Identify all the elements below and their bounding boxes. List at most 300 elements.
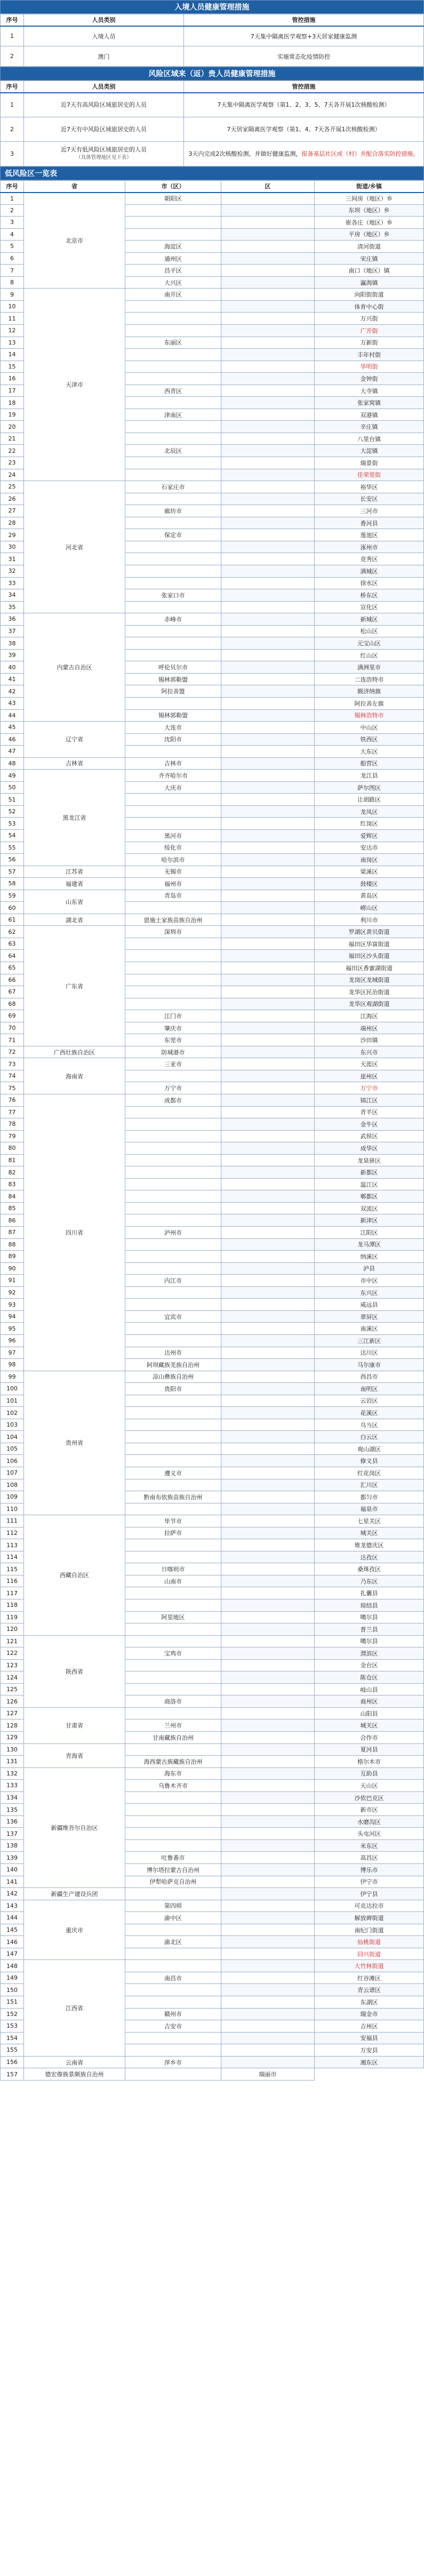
district-cell xyxy=(221,252,315,265)
low-section-title: 低风险区一览表 xyxy=(0,166,424,180)
row-no: 27 xyxy=(1,505,24,517)
row-no: 144 xyxy=(1,1912,24,1924)
street-cell: 云岩区 xyxy=(315,1395,424,1407)
street-cell: 萨尔图区 xyxy=(315,781,424,794)
row-no: 36 xyxy=(1,613,24,626)
street-cell: 元宝山区 xyxy=(315,637,424,650)
street-cell: 乌当区 xyxy=(315,1419,424,1431)
district-cell xyxy=(221,1359,315,1371)
city-cell xyxy=(125,1743,221,1756)
city-cell: 朝阳区 xyxy=(125,193,221,205)
table-row xyxy=(1,722,424,734)
city-cell xyxy=(125,553,221,565)
street-cell: 桑珠孜区 xyxy=(315,1563,424,1575)
province-cell: 重庆市 xyxy=(24,1900,125,1960)
street-cell: 渭滨区 xyxy=(315,1647,424,1660)
row-no: 40 xyxy=(1,661,24,674)
city-cell xyxy=(125,493,221,505)
row-no: 133 xyxy=(1,1780,24,1792)
district-cell xyxy=(221,1539,315,1551)
table-row xyxy=(1,193,424,205)
row-no: 14 xyxy=(1,349,24,361)
city-cell xyxy=(125,1635,221,1647)
district-cell xyxy=(125,2068,221,2081)
city-cell: 兰州市 xyxy=(125,1719,221,1732)
district-cell xyxy=(221,1732,315,1744)
street-cell: 福田区沙头街道 xyxy=(315,950,424,962)
row-no: 26 xyxy=(1,493,24,505)
city-cell xyxy=(125,697,221,709)
city-cell: 海西蒙古族藏族自治州 xyxy=(125,1756,221,1768)
street-cell: 普兰县 xyxy=(315,1623,424,1636)
row-no: 60 xyxy=(1,902,24,914)
district-cell xyxy=(221,1106,315,1118)
city-cell xyxy=(125,1479,221,1491)
city-cell xyxy=(125,2032,221,2044)
district-cell xyxy=(221,649,315,661)
header-no: 序号 xyxy=(1,14,24,26)
street-cell: 格尔木市 xyxy=(315,1756,424,1768)
city-cell: 成都市 xyxy=(125,1094,221,1107)
street-cell: 宣化区 xyxy=(315,601,424,613)
district-cell xyxy=(221,300,315,313)
city-cell xyxy=(125,397,221,409)
street-cell: 安福县 xyxy=(315,2032,424,2044)
district-cell xyxy=(221,1010,315,1022)
table-row xyxy=(1,117,424,142)
row-no: 101 xyxy=(1,1395,24,1407)
table-row xyxy=(1,26,424,46)
city-cell xyxy=(125,1154,221,1166)
district-cell xyxy=(221,1815,315,1828)
row-measure xyxy=(184,142,424,166)
row-no: 84 xyxy=(1,1190,24,1203)
city-cell: 海淀区 xyxy=(125,241,221,253)
row-no: 112 xyxy=(1,1527,24,1539)
row-no: 125 xyxy=(1,1683,24,1695)
row-no: 35 xyxy=(1,601,24,613)
street-cell: 福田区香蜜湖街道 xyxy=(315,962,424,974)
district-cell xyxy=(221,1286,315,1299)
district-cell xyxy=(221,1515,315,1527)
city-cell: 商洛市 xyxy=(125,1695,221,1708)
row-no: 50 xyxy=(1,781,24,794)
low-risk-table xyxy=(0,180,424,2081)
risk-section-title: 风险区域来（返）贵人员健康管理措施 xyxy=(0,67,424,81)
street-cell: 双港镇 xyxy=(315,409,424,421)
district-cell xyxy=(221,1323,315,1335)
city-cell: 黔南布依族苗族自治州 xyxy=(125,1491,221,1503)
row-no: 66 xyxy=(1,974,24,986)
table-row xyxy=(1,289,424,301)
row-no: 1 xyxy=(1,93,24,117)
table-row xyxy=(1,2068,424,2081)
low-header-row xyxy=(1,181,424,193)
province-cell: 贵州省 xyxy=(24,1371,125,1515)
city-cell: 德宏傣族景颇族自治州 xyxy=(24,2068,125,2081)
district-cell xyxy=(221,1671,315,1684)
district-cell xyxy=(221,1719,315,1732)
street-cell: 郫都区 xyxy=(315,1190,424,1203)
district-cell xyxy=(221,1864,315,1876)
street-cell: 龙华区民治街道 xyxy=(315,986,424,998)
row-no: 149 xyxy=(1,1972,24,1984)
city-cell xyxy=(125,1262,221,1275)
street-cell: 仙桃街道 xyxy=(315,1936,424,1948)
row-no: 99 xyxy=(1,1371,24,1383)
street-cell: 江海区 xyxy=(315,1010,424,1022)
district-cell xyxy=(221,565,315,577)
row-no: 9 xyxy=(1,289,24,301)
district-cell xyxy=(221,842,315,854)
district-cell xyxy=(221,1804,315,1816)
row-no: 17 xyxy=(1,385,24,397)
street-cell: 黄岛区 xyxy=(315,890,424,902)
city-cell xyxy=(125,1299,221,1311)
street-cell: 龙岗区龙城街道 xyxy=(315,974,424,986)
city-cell xyxy=(125,746,221,758)
district-cell xyxy=(221,589,315,602)
city-cell xyxy=(125,1960,221,1972)
province-cell: 辽宁省 xyxy=(24,722,125,758)
city-cell: 石家庄市 xyxy=(125,481,221,493)
row-no: 56 xyxy=(1,854,24,866)
row-no: 111 xyxy=(1,1515,24,1527)
street-cell: 米东区 xyxy=(315,1839,424,1852)
street-cell: 吉州区 xyxy=(315,2020,424,2033)
street-cell: 互助县 xyxy=(315,1767,424,1780)
street-cell: 沙田镇 xyxy=(315,1034,424,1046)
city-cell: 恩施土家族苗族自治州 xyxy=(125,914,221,926)
street-cell: 瀛海镇 xyxy=(315,276,424,289)
street-cell: 花溪区 xyxy=(315,1407,424,1419)
row-no: 88 xyxy=(1,1238,24,1251)
province-cell: 内蒙古自治区 xyxy=(24,613,125,722)
district-cell xyxy=(221,1190,315,1203)
row-no: 92 xyxy=(1,1286,24,1299)
city-cell xyxy=(125,625,221,637)
city-cell xyxy=(125,2044,221,2057)
row-no: 121 xyxy=(1,1635,24,1647)
street-cell: 瑞金市 xyxy=(315,2008,424,2020)
street-cell: 成华区 xyxy=(315,1142,424,1155)
street-cell: 武侯区 xyxy=(315,1130,424,1142)
row-no: 103 xyxy=(1,1419,24,1431)
row-no: 134 xyxy=(1,1791,24,1804)
city-cell xyxy=(125,998,221,1010)
district-cell xyxy=(221,1082,315,1094)
row-no: 122 xyxy=(1,1647,24,1660)
street-cell: 红山区 xyxy=(315,649,424,661)
district-cell xyxy=(221,409,315,421)
province-cell: 河北省 xyxy=(24,481,125,613)
district-cell xyxy=(221,1647,315,1660)
row-no: 18 xyxy=(1,397,24,409)
city-cell xyxy=(125,1395,221,1407)
row-no: 91 xyxy=(1,1275,24,1287)
street-cell: 汇川区 xyxy=(315,1479,424,1491)
district-cell xyxy=(221,998,315,1010)
street-cell: 体育中心街 xyxy=(315,300,424,313)
city-cell xyxy=(125,1503,221,1515)
city-cell xyxy=(125,1804,221,1816)
row-no: 55 xyxy=(1,842,24,854)
row-no: 119 xyxy=(1,1611,24,1623)
district-cell xyxy=(221,1022,315,1034)
street-cell: 白云区 xyxy=(315,1431,424,1443)
street-cell: 铁西区 xyxy=(315,733,424,746)
row-no: 85 xyxy=(1,1202,24,1214)
row-no: 151 xyxy=(1,1996,24,2009)
city-cell xyxy=(125,1334,221,1347)
district-cell xyxy=(221,757,315,770)
street-cell: 山阳县 xyxy=(315,1707,424,1719)
row-measure-warn: 报备基层社区或（村）并配合落实防控措施。 xyxy=(301,150,419,157)
row-no: 6 xyxy=(1,252,24,265)
street-cell: 阿拉善左旗 xyxy=(315,697,424,709)
city-cell: 南开区 xyxy=(125,289,221,301)
city-cell xyxy=(125,1599,221,1611)
row-no: 155 xyxy=(1,2044,24,2057)
city-cell xyxy=(125,1659,221,1671)
district-cell xyxy=(221,2056,315,2068)
row-no: 124 xyxy=(1,1671,24,1684)
row-category: 入境人员 xyxy=(24,26,184,46)
city-cell: 阿里地区 xyxy=(125,1611,221,1623)
district-cell xyxy=(221,1972,315,1984)
street-cell: 瑞景街 xyxy=(315,457,424,469)
street-cell: 龙马潭区 xyxy=(315,1238,424,1251)
street-cell: 青羊区 xyxy=(315,1106,424,1118)
street-cell: 修文县 xyxy=(315,1455,424,1467)
district-cell xyxy=(221,1227,315,1239)
entry-table xyxy=(0,14,424,67)
row-no: 23 xyxy=(1,457,24,469)
district-cell xyxy=(221,805,315,818)
row-no: 82 xyxy=(1,1166,24,1179)
row-no: 108 xyxy=(1,1479,24,1491)
city-cell: 津南区 xyxy=(125,409,221,421)
city-cell: 南昌市 xyxy=(125,1972,221,1984)
district-cell xyxy=(221,1419,315,1431)
district-cell xyxy=(221,1695,315,1708)
street-cell: 南纪门街道 xyxy=(315,1924,424,1936)
city-cell xyxy=(125,986,221,998)
city-cell: 乌鲁木齐市 xyxy=(125,1780,221,1792)
row-no: 63 xyxy=(1,938,24,950)
district-cell xyxy=(221,1094,315,1107)
street-cell: 鼓楼区 xyxy=(315,878,424,890)
street-cell: 平房（地区）乡 xyxy=(315,228,424,241)
city-cell: 贵阳市 xyxy=(125,1383,221,1395)
city-cell xyxy=(125,1455,221,1467)
city-cell xyxy=(125,1539,221,1551)
district-cell xyxy=(221,1262,315,1275)
street-cell: 爱辉区 xyxy=(315,829,424,842)
city-cell: 肇庆市 xyxy=(125,1022,221,1034)
district-cell xyxy=(221,2032,315,2044)
street-cell: 达川区 xyxy=(315,1347,424,1359)
district-cell xyxy=(221,1551,315,1563)
city-cell: 江门市 xyxy=(125,1010,221,1022)
row-no: 29 xyxy=(1,529,24,541)
row-no: 8 xyxy=(1,276,24,289)
row-no: 30 xyxy=(1,541,24,553)
row-no: 19 xyxy=(1,409,24,421)
district-cell xyxy=(221,1852,315,1864)
city-cell xyxy=(125,962,221,974)
row-no: 61 xyxy=(1,914,24,926)
street-cell: 金台区 xyxy=(315,1659,424,1671)
row-no: 90 xyxy=(1,1262,24,1275)
district-cell xyxy=(221,926,315,938)
risk-header-row xyxy=(1,81,424,93)
table-row xyxy=(1,1046,424,1058)
row-no: 51 xyxy=(1,794,24,806)
street-cell: 东湖区 xyxy=(315,1996,424,2009)
header-measure: 管控措施 xyxy=(184,81,424,93)
district-cell xyxy=(221,1912,315,1924)
district-cell xyxy=(221,974,315,986)
street-cell: 湘东区 xyxy=(315,2056,424,2068)
street-cell: 满城区 xyxy=(315,565,424,577)
province-cell: 福建省 xyxy=(24,878,125,890)
street-cell: 广开街 xyxy=(315,325,424,337)
city-cell xyxy=(125,1178,221,1190)
district-cell xyxy=(221,457,315,469)
province-cell: 北京市 xyxy=(24,193,125,289)
district-cell xyxy=(221,433,315,445)
street-cell: 威远县 xyxy=(315,1299,424,1311)
district-cell xyxy=(221,493,315,505)
province-cell: 山东省 xyxy=(24,890,125,914)
province-cell: 江西省 xyxy=(24,1960,125,2056)
city-cell xyxy=(125,565,221,577)
district-cell xyxy=(221,1683,315,1695)
city-cell: 阿坝藏族羌族自治州 xyxy=(125,1359,221,1371)
district-cell xyxy=(221,1575,315,1587)
city-cell xyxy=(125,1286,221,1299)
district-cell xyxy=(221,1214,315,1227)
district-cell xyxy=(221,337,315,349)
row-no: 1 xyxy=(1,193,24,205)
city-cell: 博尔塔拉蒙古自治州 xyxy=(125,1864,221,1876)
street-cell: 罗湖区黄贝街道 xyxy=(315,926,424,938)
row-no: 65 xyxy=(1,962,24,974)
city-cell: 山南市 xyxy=(125,1575,221,1587)
street-cell: 万宁市 xyxy=(315,1082,424,1094)
street-cell: 天涯区 xyxy=(315,1058,424,1070)
row-no: 116 xyxy=(1,1575,24,1587)
city-cell xyxy=(125,1587,221,1599)
row-no: 94 xyxy=(1,1310,24,1323)
row-no: 95 xyxy=(1,1323,24,1335)
street-cell: 大竹林街道 xyxy=(315,1960,424,1972)
risk-table xyxy=(0,81,424,166)
city-cell xyxy=(125,457,221,469)
row-no: 2 xyxy=(1,46,24,67)
district-cell xyxy=(221,1431,315,1443)
city-cell xyxy=(125,361,221,373)
district-cell xyxy=(221,325,315,337)
row-no: 135 xyxy=(1,1804,24,1816)
row-no: 86 xyxy=(1,1214,24,1227)
table-row xyxy=(1,1094,424,1107)
row-no: 67 xyxy=(1,986,24,998)
city-cell: 达州市 xyxy=(125,1347,221,1359)
district-cell xyxy=(221,829,315,842)
city-cell xyxy=(125,228,221,241)
district-cell xyxy=(221,1046,315,1058)
district-cell xyxy=(221,1924,315,1936)
district-cell xyxy=(221,2044,315,2057)
row-no: 43 xyxy=(1,697,24,709)
row-no: 150 xyxy=(1,1984,24,1996)
street-cell: 观山湖区 xyxy=(315,1443,424,1455)
row-no: 142 xyxy=(1,1888,24,1900)
street-cell: 中山区 xyxy=(315,722,424,734)
city-cell: 凉山彝族自治州 xyxy=(125,1371,221,1383)
district-cell xyxy=(221,1154,315,1166)
street-cell: 辛庄镇 xyxy=(315,421,424,433)
row-no: 130 xyxy=(1,1743,24,1756)
street-cell: 锦江区 xyxy=(315,1094,424,1107)
row-no: 41 xyxy=(1,673,24,685)
district-cell xyxy=(221,1623,315,1636)
street-cell: 市中区 xyxy=(315,1275,424,1287)
row-no: 69 xyxy=(1,1010,24,1022)
row-no: 156 xyxy=(1,2056,24,2068)
row-no: 129 xyxy=(1,1732,24,1744)
city-cell: 绥化市 xyxy=(125,842,221,854)
street-cell: 乃东区 xyxy=(315,1575,424,1587)
row-no: 87 xyxy=(1,1227,24,1239)
row-no: 81 xyxy=(1,1154,24,1166)
row-no: 146 xyxy=(1,1936,24,1948)
street-cell: 达孜区 xyxy=(315,1551,424,1563)
table-row xyxy=(1,1888,424,1900)
city-cell: 大连市 xyxy=(125,722,221,734)
city-cell xyxy=(125,1828,221,1840)
city-cell: 青岛市 xyxy=(125,890,221,902)
street-cell: 合作市 xyxy=(315,1732,424,1744)
row-no: 102 xyxy=(1,1407,24,1419)
street-cell: 崔各庄（地区）乡 xyxy=(315,217,424,229)
table-row xyxy=(1,1767,424,1780)
district-cell xyxy=(221,1587,315,1599)
street-cell: 温江区 xyxy=(315,1178,424,1190)
street-cell: 水磨沟区 xyxy=(315,1815,424,1828)
row-no: 4 xyxy=(1,228,24,241)
district-cell xyxy=(221,1395,315,1407)
row-measure: 7天集中隔离医学观察（第1、2、3、5、7天各开展1次核酸检测） xyxy=(184,93,424,117)
city-cell: 泸州市 xyxy=(125,1227,221,1239)
street-cell: 梁溪区 xyxy=(315,866,424,878)
row-no: 139 xyxy=(1,1852,24,1864)
row-no: 141 xyxy=(1,1876,24,1888)
city-cell xyxy=(125,1214,221,1227)
street-cell: 金钟街 xyxy=(315,373,424,385)
street-cell: 裕华区 xyxy=(315,481,424,493)
district-cell xyxy=(221,1251,315,1263)
street-cell: 福泉市 xyxy=(315,1503,424,1515)
district-cell xyxy=(221,313,315,325)
district-cell xyxy=(221,1166,315,1179)
row-no: 132 xyxy=(1,1767,24,1780)
district-cell xyxy=(221,193,315,205)
district-cell xyxy=(221,1828,315,1840)
row-no: 1 xyxy=(1,26,24,46)
